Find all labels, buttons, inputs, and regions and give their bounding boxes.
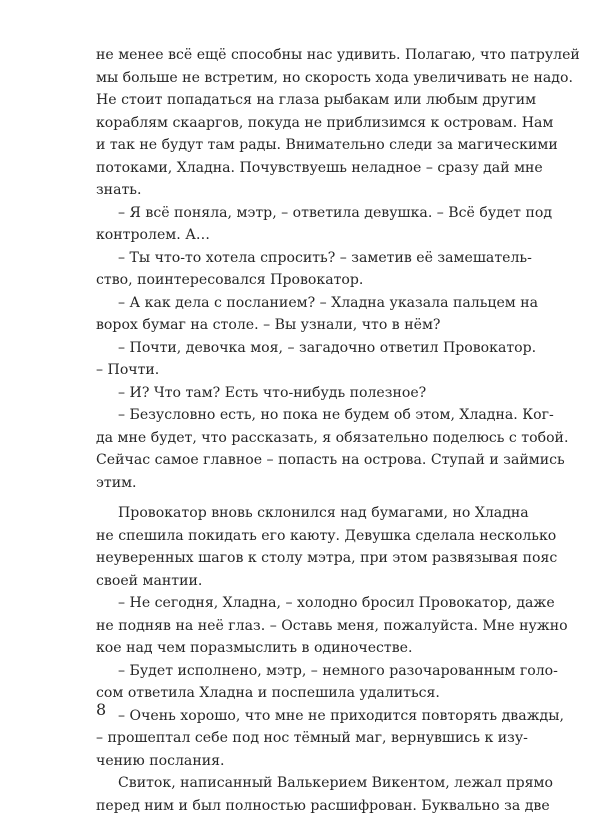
text-line: да мне будет, что рассказать, я обязательно поделюсь с тобой. <box>96 427 500 450</box>
body-text <box>96 44 500 817</box>
text-line: не менее всё ещё способны нас удивить. Полагаю, что патрулей <box>96 44 500 67</box>
text-line: сом ответила Хладна и поспешила удалиться. <box>96 682 500 705</box>
text-line: неуверенных шагов к столу мэтра, при этом развязывая пояс <box>96 547 500 570</box>
text-line: кое над чем поразмыслить в одиночестве. <box>96 637 500 660</box>
text-line: – Ты что-то хотела спросить? – заметив её замешатель- <box>96 247 500 270</box>
text-line: потоками, Хладна. Почувствуешь неладное – сразу дай мне <box>96 157 500 180</box>
text-line: Сейчас самое главное – попасть на острова. Ступай и займись <box>96 449 500 472</box>
text-line: перед ним и был полностью расшифрован. Буквально за две <box>96 795 500 817</box>
text-line: и так не будут там рады. Внимательно следи за магическими <box>96 134 500 157</box>
text-line: Провокатор вновь склонился над бумагами, но Хладна <box>96 502 500 525</box>
text-line: – А как дела с посланием? – Хладна указала пальцем на <box>96 292 500 315</box>
paragraph-gap <box>96 494 500 502</box>
text-line: – Очень хорошо, что мне не приходится повторять дважды, <box>96 705 500 728</box>
text-line: Свиток, написанный Валькерием Викентом, лежал прямо <box>96 772 500 795</box>
text-line: – прошептал себе под нос тёмный маг, вернувшись к изу- <box>96 727 500 750</box>
text-line: – Я всё поняла, мэтр, – ответила девушка. – Всё будет под <box>96 202 500 225</box>
text-line: – И? Что там? Есть что-нибудь полезное? <box>96 382 500 405</box>
text-line: контролем. А… <box>96 224 500 247</box>
text-line: не подняв на неё глаз. – Оставь меня, пожалуйста. Мне нужно <box>96 615 500 638</box>
text-line: – Будет исполнено, мэтр, – немного разочарованным голо- <box>96 660 500 683</box>
text-line: кораблям скааргов, покуда не приблизимся к островам. Нам <box>96 112 500 135</box>
text-line: чению послания. <box>96 750 500 773</box>
text-line: мы больше не встретим, но скорость хода увеличивать не надо. <box>96 67 500 90</box>
text-line: знать. <box>96 179 500 202</box>
text-line: Не стоит попадаться на глаза рыбакам или любым другим <box>96 89 500 112</box>
text-line: – Не сегодня, Хладна, – холодно бросил Провокатор, даже <box>96 592 500 615</box>
text-line: – Почти. <box>96 359 500 382</box>
page-number: 8 <box>96 700 106 719</box>
text-line: своей мантии. <box>96 570 500 593</box>
text-line: – Безусловно есть, но пока не будем об этом, Хладна. Ког- <box>96 404 500 427</box>
text-line: не спешила покидать его каюту. Девушка сделала несколько <box>96 525 500 548</box>
text-line: ство, поинтересовался Провокатор. <box>96 269 500 292</box>
text-line: ворох бумаг на столе. – Вы узнали, что в нём? <box>96 314 500 337</box>
text-line: – Почти, девочка моя, – загадочно ответил Провокатор. <box>96 337 500 360</box>
text-line: этим. <box>96 472 500 495</box>
